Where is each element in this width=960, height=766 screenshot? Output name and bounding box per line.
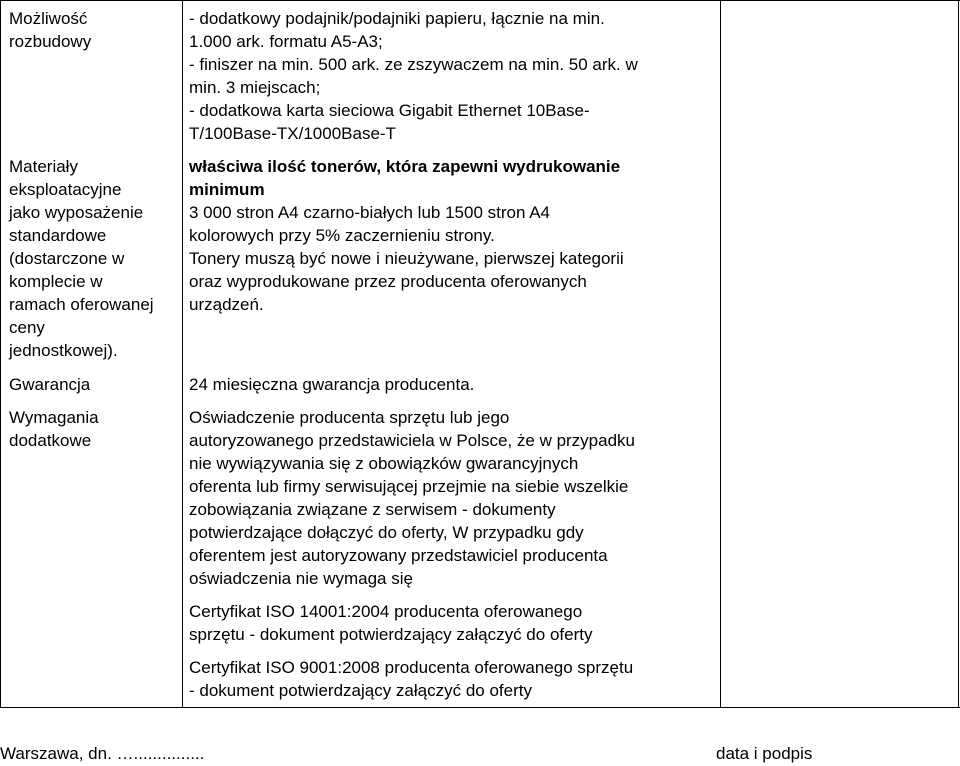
place-date-line: Warszawa, dn. …............... — [0, 744, 205, 763]
column-divider-1 — [182, 0, 183, 708]
label-line: standardowe — [9, 226, 107, 245]
content-line: oferenta lub firmy serwisującej przejmie na siebie wszelkie — [189, 477, 629, 496]
content-line: - dodatkowa karta sieciowa Gigabit Ethernet 10Base- — [189, 101, 590, 120]
table-border-top — [0, 0, 960, 1]
label-line: komplecie w — [9, 272, 103, 291]
content-line: min. 3 miejscach; — [189, 78, 321, 97]
content-oswiadczenie — [189, 406, 721, 590]
label-line: (dostarczone w — [9, 249, 125, 268]
content-iso-9001 — [189, 656, 721, 702]
content-line: 3 000 stron A4 czarno-białych lub 1500 stron A4 — [189, 203, 551, 222]
table-border-left — [0, 0, 1, 708]
label-line: Możliwość — [9, 9, 88, 28]
label-line: Materiały — [9, 157, 78, 176]
content-line: - finiszer na min. 500 ark. ze zszywaczem na min. 50 ark. w — [189, 55, 638, 74]
label-gwarancja — [9, 373, 179, 396]
label-materialy-eksploatacyjne — [9, 155, 179, 362]
label-line: Gwarancja — [9, 375, 91, 394]
content-line: potwierdzające dołączyć do oferty, W przypadku gdy — [189, 523, 584, 542]
label-mozliwosc-rozbudowy — [9, 7, 179, 53]
content-line: Oświadczenie producenta sprzętu lub jego — [189, 408, 510, 427]
content-line: oświadczenia nie wymaga się — [189, 569, 413, 588]
content-line: oferentem jest autoryzowany przedstawiciel producenta — [189, 546, 608, 565]
content-materialy-eksploatacyjne — [189, 155, 721, 316]
content-line: zobowiązania związane z serwisem - dokumenty — [189, 500, 556, 519]
content-line: nie wywiązywania się z obowiązków gwarancyjnych — [189, 454, 579, 473]
signature-label: data i podpis — [716, 744, 813, 763]
bold-line: właściwa ilość tonerów, która zapewni wydrukowanie — [189, 157, 621, 176]
content-line: autoryzowanego przedstawiciela w Polsce, że w przypadku — [189, 431, 636, 450]
bold-line: minimum — [189, 180, 265, 199]
content-line: Tonery muszą być nowe i nieużywane, pierwszej kategorii — [189, 249, 624, 268]
label-line: jednostkowej). — [9, 341, 118, 360]
label-wymagania-dodatkowe — [9, 406, 179, 452]
label-line: rozbudowy — [9, 32, 92, 51]
content-line: Certyfikat ISO 9001:2008 producenta oferowanego sprzętu — [189, 658, 634, 677]
content-line: sprzętu - dokument potwierdzający załączyć do oferty — [189, 625, 593, 644]
label-line: ceny — [9, 318, 45, 337]
content-line: - dokument potwierdzający załączyć do oferty — [189, 681, 532, 700]
content-line: 1.000 ark. formatu A5-A3; — [189, 32, 383, 51]
content-line: T/100Base-TX/1000Base-T — [189, 124, 396, 143]
label-line: ramach oferowanej — [9, 295, 154, 314]
content-line: - dodatkowy podajnik/podajniki papieru, łącznie na min. — [189, 9, 605, 28]
label-line: jako wyposażenie — [9, 203, 144, 222]
table-border-right — [958, 0, 959, 708]
content-line: kolorowych przy 5% zaczernieniu strony. — [189, 226, 495, 245]
content-iso-14001 — [189, 600, 721, 646]
label-line: eksploatacyjne — [9, 180, 122, 199]
label-line: dodatkowe — [9, 431, 92, 450]
content-gwarancja — [189, 373, 721, 396]
content-line: Certyfikat ISO 14001:2004 producenta oferowanego — [189, 602, 583, 621]
table-border-bottom — [0, 707, 960, 708]
content-line: oraz wyprodukowane przez producenta oferowanych — [189, 272, 587, 291]
content-line: urządzeń. — [189, 295, 264, 314]
content-mozliwosc-rozbudowy — [189, 7, 721, 145]
content-line: 24 miesięczna gwarancja producenta. — [189, 375, 475, 394]
label-line: Wymagania — [9, 408, 99, 427]
